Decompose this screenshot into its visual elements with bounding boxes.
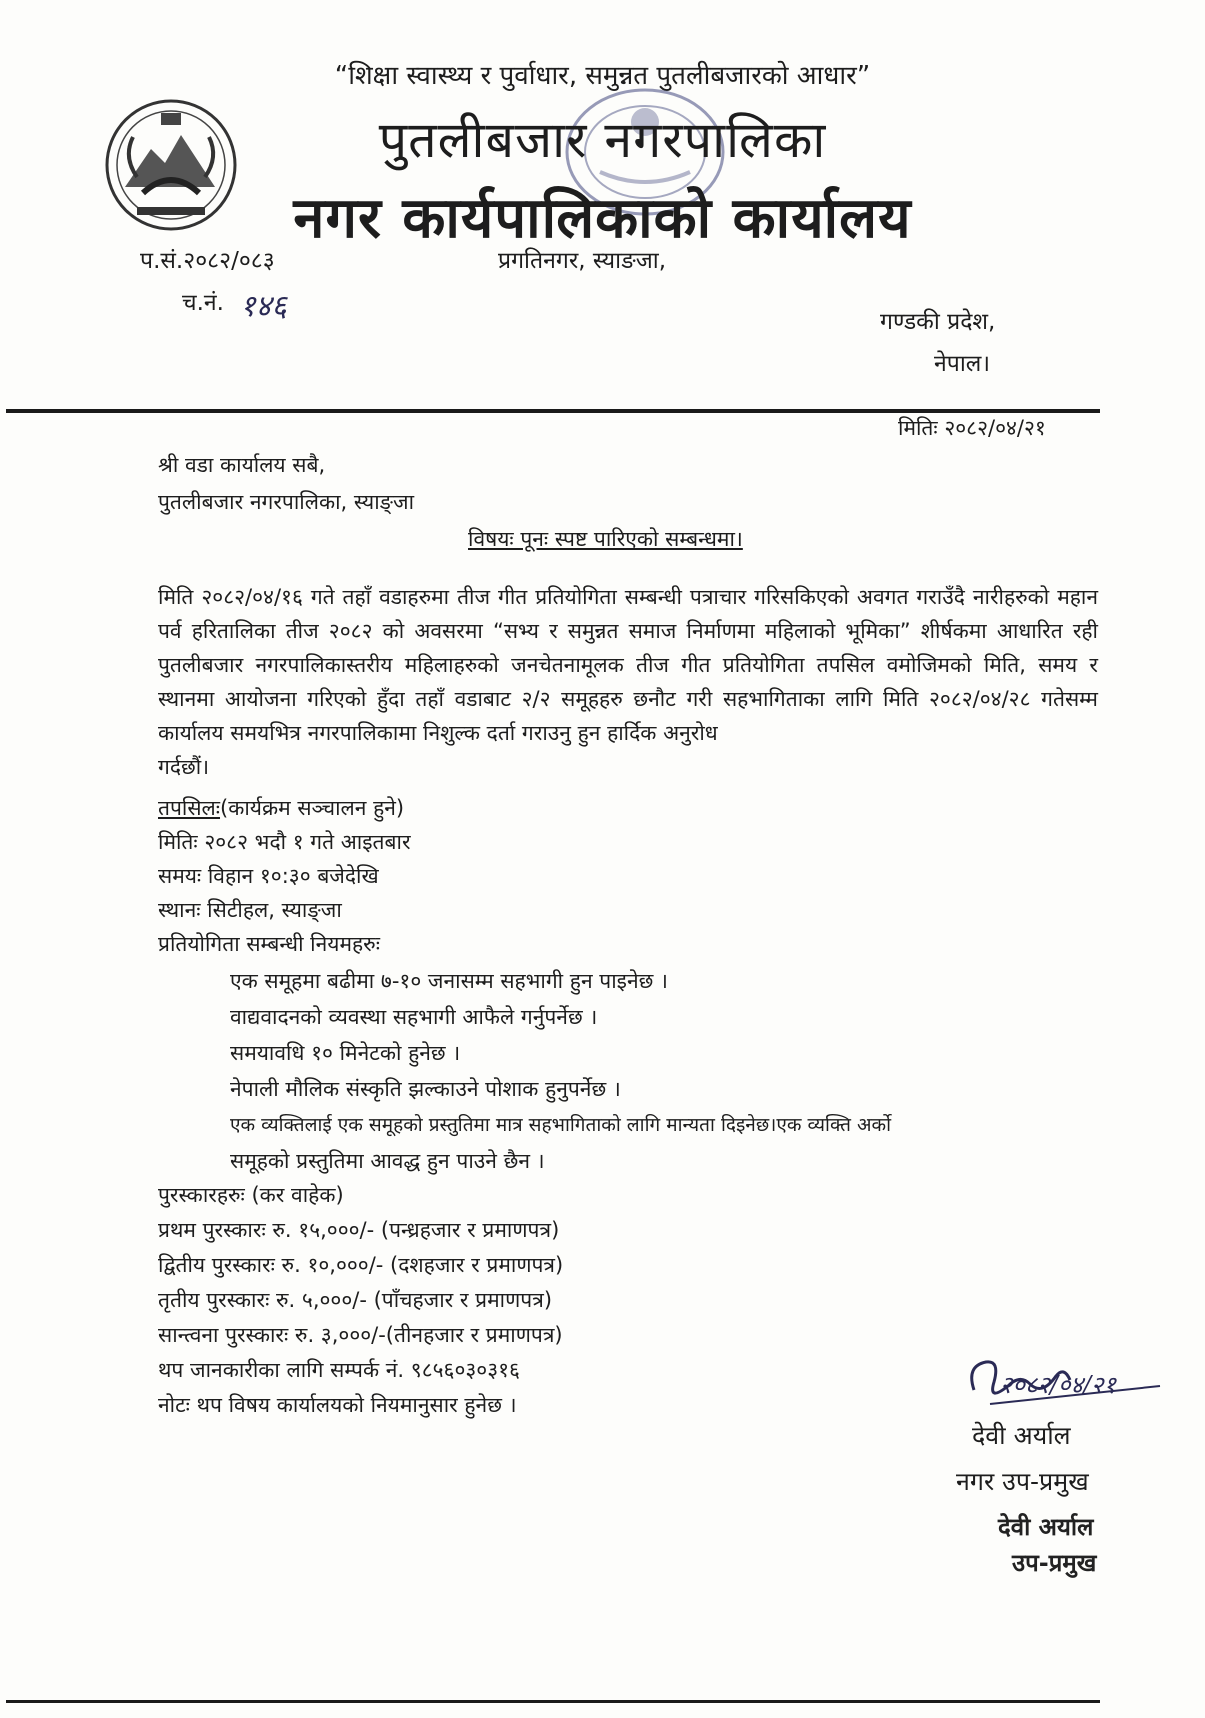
body-last-line: गर्दछौं। (158, 755, 210, 779)
reference-number: प.सं.२०८२/०८३ (140, 248, 275, 274)
note: नोटः थप विषय कार्यालयको नियमानुसार हुनेछ । (158, 1393, 517, 1417)
municipality-name: पुतलीबजार नगरपालिका (378, 111, 827, 169)
footer-divider (6, 1700, 1100, 1703)
address-line: प्रगतिनगर, स्याङजा, (498, 248, 667, 274)
body-text: मिति २०८२/०४/१६ गते तहाँ वडाहरुमा तीज गीत प्रतियोगिता सम्बन्धी पत्राचार गरिसकिएको अवगत गराउँदै नारीहरुको महान पर्व हरितालिका तीज २०८२ को अवसरमा “सभ्य र समुन्नत समाज निर्माणमा महिलाको भूमिका” शीर्षकमा आधारित रही पुतलीबजार नगरपालिकास्तरीय महिलाहरुको जनचेतनामूलक तीज गीत प्रतियोगिता तपसिल वमोजिमको मिति, समय र स्थानमा आयोजना गरिएको हुँदा तहाँ वडाबाट २/२ समूहहरु छनौट गरी सहभागिताका लागि मिति २०८२/०४/२८ गतेसम्म कार्यालय समयभित्र नगरपालिकामा निशुल्क दर्ता गराउनु हुन हार्दिक अनुरोध (158, 585, 1098, 745)
prize-item: सान्त्वना पुरस्कारः रु. ३,०००/-(तीनहजार र प्रमाणपत्र) (158, 1323, 563, 1347)
rule-item: समूहको प्रस्तुतिमा आवद्ध हुन पाउने छैन । (230, 1149, 545, 1173)
prize-item: प्रथम पुरस्कारः रु. १५,०००/- (पन्ध्रहजार र प्रमाणपत्र) (158, 1218, 560, 1242)
rule-item: समयावधि १० मिनेटको हुनेछ । (230, 1041, 461, 1065)
event-place: स्थानः सिटीहल, स्याङ्जा (158, 898, 342, 922)
signatory-designation: नगर उप-प्रमुख (956, 1467, 1089, 1496)
prizes-heading: पुरस्कारहरुः (कर वाहेक) (158, 1183, 344, 1207)
letter-date: मितिः २०८२/०४/२१ (898, 416, 1046, 440)
recipient-line-2: पुतलीबजार नगरपालिका, स्याङ्जा (158, 490, 415, 514)
recipient-line-1: श्री वडा कार्यालय सबै, (158, 453, 326, 477)
rule-item: एक व्यक्तिलाई एक समूहको प्रस्तुतिमा मात्र सहभागिताको लागि मान्यता दिइनेछ।एक व्यक्ति अर्को (230, 1114, 892, 1136)
contact-number: थप जानकारीका लागि सम्पर्क नं. ९८५६०३०३१६ (158, 1358, 520, 1382)
rules-heading: प्रतियोगिता सम्बन्धी नियमहरुः (158, 932, 380, 956)
subject: विषयः पूनः स्पष्ट पारिएको सम्बन्धमा। (468, 527, 743, 551)
rule-item: एक समूहमा बढीमा ७-१० जनासम्म सहभागी हुन पाइनेछ । (230, 969, 668, 993)
prize-item: तृतीय पुरस्कारः रु. ५,०००/- (पाँचहजार र प्रमाणपत्र) (158, 1288, 553, 1312)
rule-item: नेपाली मौलिक संस्कृति झल्काउने पोशाक हुनुपर्नेछ । (230, 1077, 621, 1101)
event-date: मितिः २०८२ भदौ १ गते आइतबार (158, 830, 411, 854)
signature-date: २०८२/०४/२१ (1000, 1371, 1117, 1399)
country: नेपाल। (934, 351, 991, 377)
signatory-name: देवी अर्याल (972, 1421, 1071, 1450)
header-divider (6, 409, 1100, 413)
body-paragraph (158, 580, 1098, 784)
rule-item: वाद्यवादनको व्यवस्था सहभागी आफैले गर्नुपर्नेछ । (230, 1005, 598, 1029)
province: गण्डकी प्रदेश, (880, 309, 996, 335)
stamp-name: देवी अर्याल (998, 1513, 1094, 1541)
tapasil-note: (कार्यक्रम सञ्चालन हुने) (220, 796, 405, 820)
office-name: नगर कार्यपालिकाको कार्यालय (293, 186, 912, 251)
tapasil-heading: तपसिलः (158, 796, 221, 820)
prize-item: द्वितीय पुरस्कारः रु. १०,०००/- (दशहजार र प्रमाणपत्र) (158, 1253, 564, 1277)
tapasil (158, 796, 404, 820)
dispatch-number: १४६ (240, 289, 287, 324)
stamp-designation: उप-प्रमुख (1012, 1549, 1097, 1577)
dispatch-label: च.नं. (182, 290, 224, 316)
motto: “शिक्षा स्वास्थ्य र पुर्वाधार, समुन्नत पुतलीबजारको आधार” (334, 61, 871, 91)
event-time: समयः विहान १०:३० बजेदेखि (158, 864, 379, 888)
